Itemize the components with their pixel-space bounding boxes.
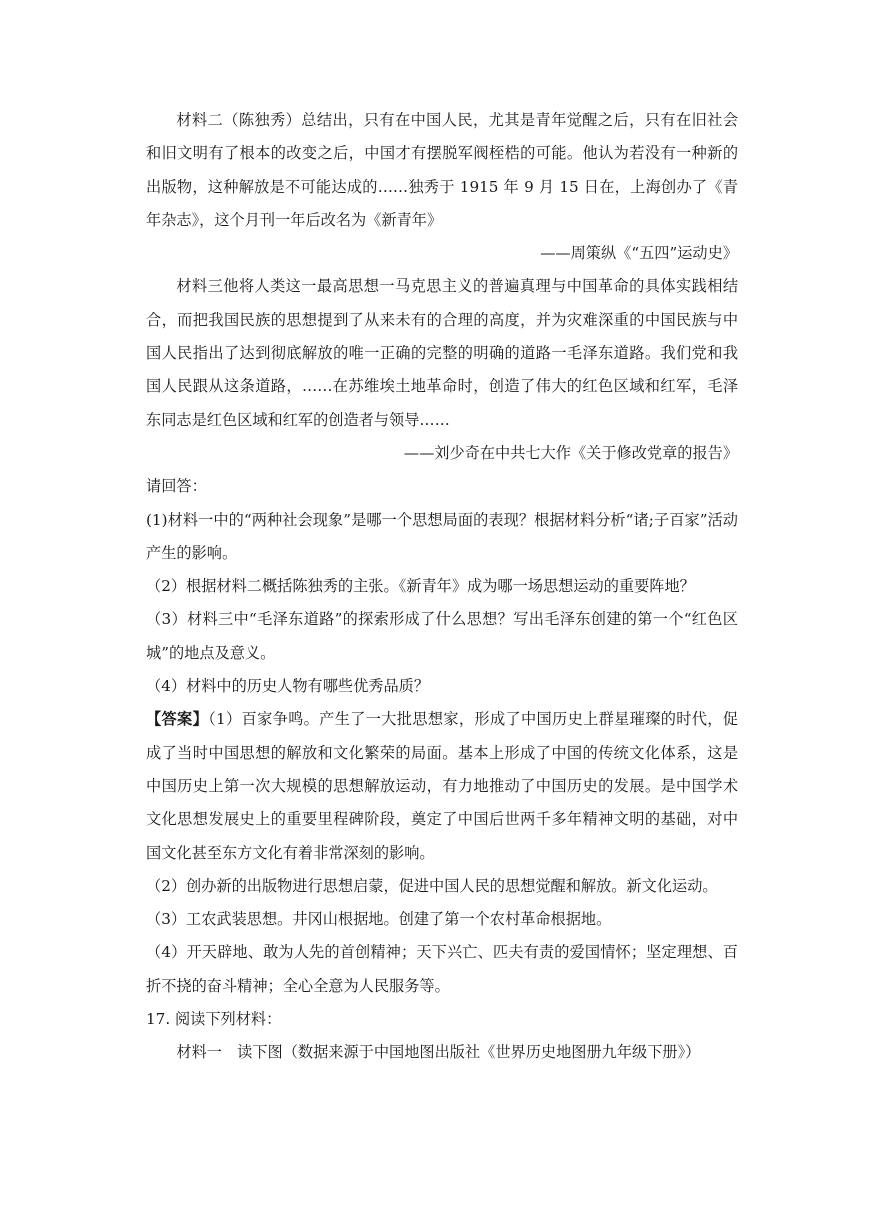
answer-tag: 【答案】 — [146, 710, 209, 729]
answer-prompt: 请回答： — [146, 477, 207, 496]
answer-2: （2）创办新的出版物进行思想启蒙，促进中国人民的思想觉醒和解放。新文化运动。 — [146, 876, 718, 895]
question-4: （4）材料中的历史人物有哪些优秀品质？ — [146, 677, 430, 696]
question-17-material-1: 材料一 读下图（数据来源于中国地图出版社《世界历史地图册九年级下册》） — [176, 1043, 701, 1062]
question-3: （3）材料三中“毛泽东道路”的探索形成了什么思想？写出毛泽东创建的第一个“红色区城”的地点及意义。 — [146, 610, 738, 662]
material-2-source: ——周策纵《“五四”运动史》 — [540, 244, 738, 263]
answer-1-text: （1）百家争鸣。产生了一大批思想家，形成了中国历史上群星璀璨的时代，促成了当时中国思想的解放和文化繁荣的局面。基本上形成了中国的传统文化体系，这是中国历史上第一次大规模的思想解放运动，有力地推动了中国历史的发展。是中国学术文化思想发展史上的重要里程碑阶段，奠定了中国后世两千多年精神文明的基础，对中国文化甚至东方文化有着非常深刻的影响。 — [146, 710, 738, 862]
material-3-source: ——刘少奇在中共七大作《关于修改党章的报告》 — [403, 443, 738, 462]
question-2: （2）根据材料二概括陈独秀的主张。《新青年》成为哪一场思想运动的重要阵地？ — [146, 577, 695, 596]
material-2-text: 材料二（陈独秀）总结出，只有在中国人民，尤其是青年觉醒之后，只有在旧社会和旧文明有了根本的改变之后，中国才有摆脱军阀桎梏的可能。他认为若没有一种新的出版物，这种解放是不可能达成的……独秀于 1915 年 9 月 15 日在，上海创办了《青年杂志》，这个月刊一年后改名为《新青年》 — [146, 111, 738, 229]
question-17-heading: 17. 阅读下列材料： — [146, 1010, 282, 1029]
answer-3: （3）工农武装思想。井冈山根据地。创建了第一个农村革命根据地。 — [146, 910, 612, 929]
answer-1 — [146, 703, 738, 869]
document-body — [146, 104, 738, 1070]
question-1: (1)材料一中的“两种社会现象”是哪一个思想局面的表现？根据材料分析“诸;子百家”活动产生的影响。 — [146, 510, 738, 562]
answer-4: （4）开天辟地、敢为人先的首创精神；天下兴亡、匹夫有责的爱国情怀；坚定理想、百折不挠的奋斗精神；全心全意为人民服务等。 — [146, 943, 738, 995]
material-3-text: 材料三他将人类这一最高思想一马克思主义的普遍真理与中国革命的具体实践相结合，而把我国民族的思想提到了从来未有的合理的高度，并为灾难深重的中国民族与中国人民指出了达到彻底解放的唯一正确的完整的明确的道路一毛泽东道路。我们党和我国人民跟从这条道路，……在苏维埃土地革命时，创造了伟大的红色区域和红军，毛泽东同志是红色区域和红军的创造者与领导…… — [146, 277, 738, 429]
